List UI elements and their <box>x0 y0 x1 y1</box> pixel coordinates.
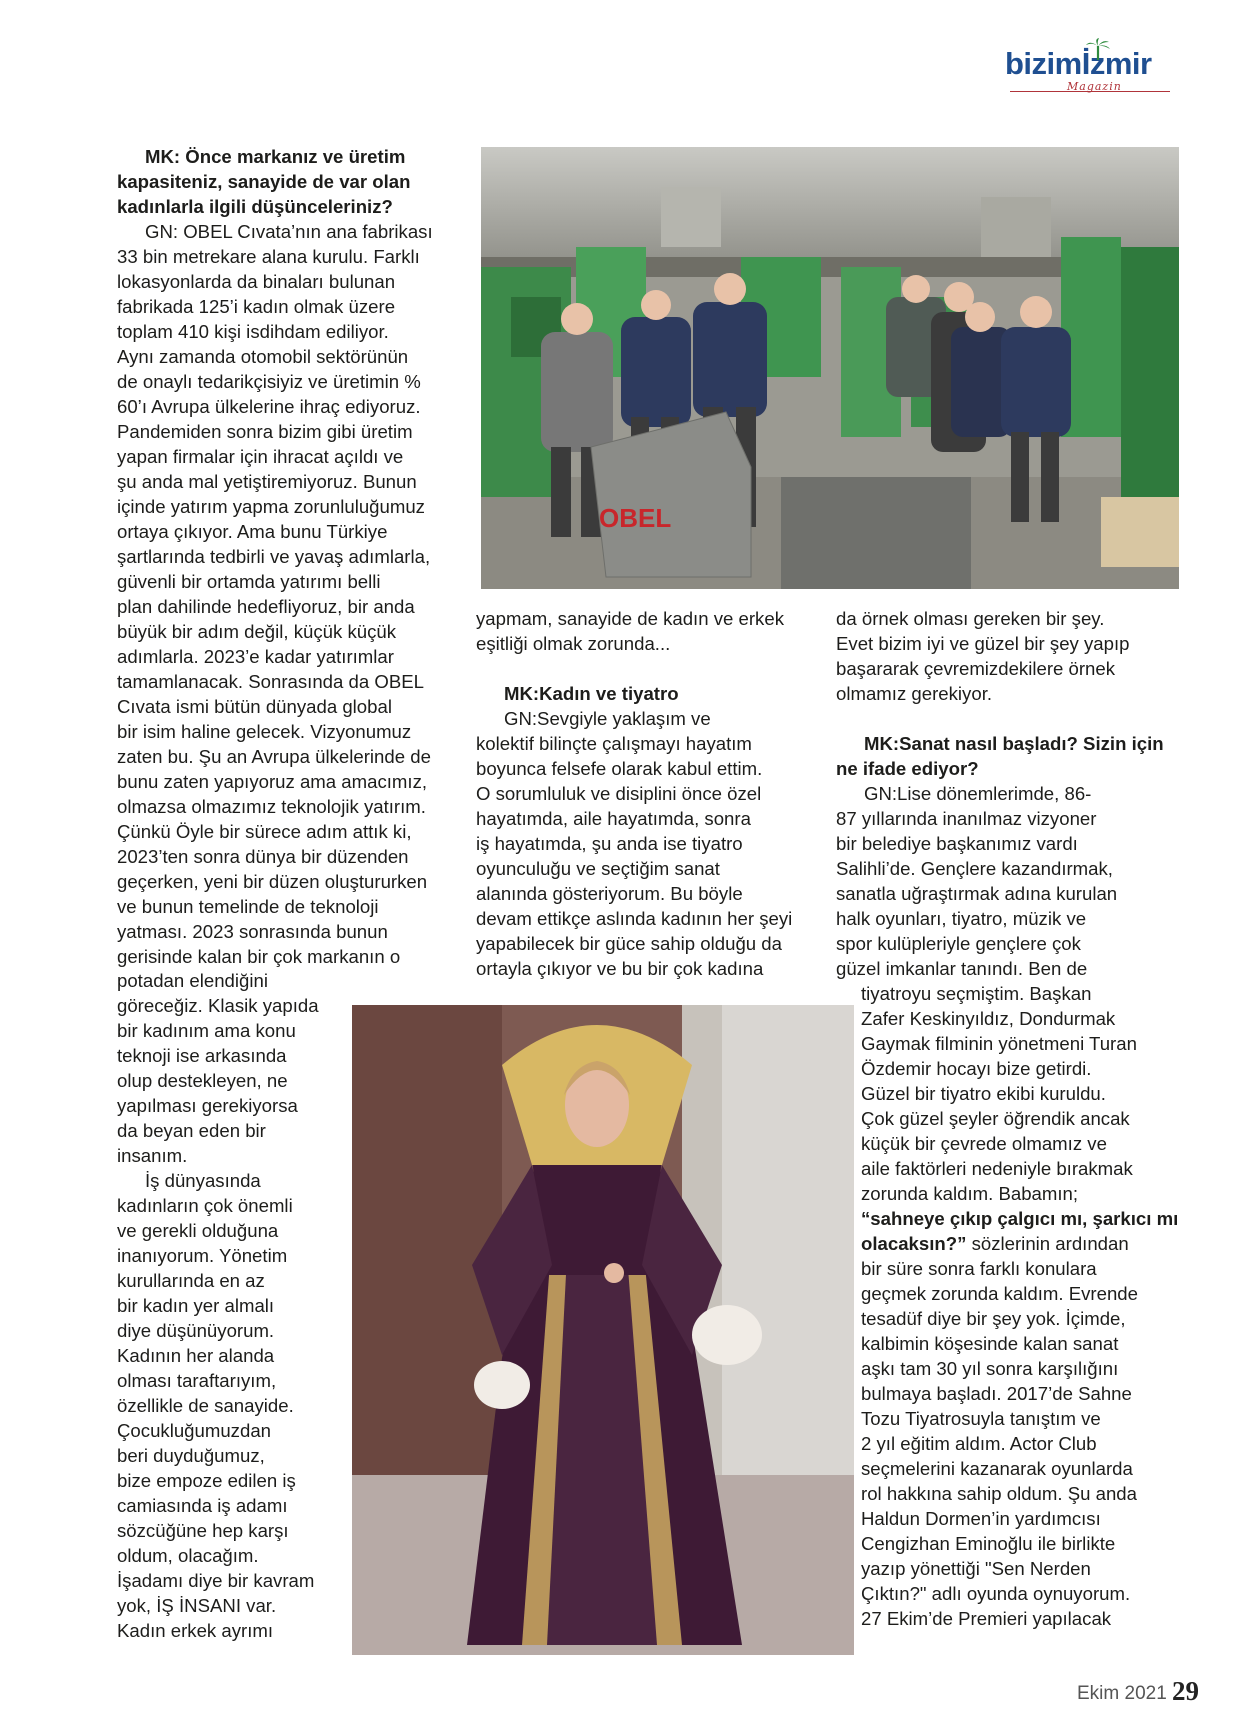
text-line: zorunda kaldım. Babamın; <box>861 1183 1079 1204</box>
text-line: Pandemiden sonra bizim gibi üretim <box>117 421 413 442</box>
text-line: halk oyunları, tiyatro, müzik ve <box>836 908 1087 929</box>
text-line: 60’ı Avrupa ülkelerine ihraç ediyoruz. <box>117 396 421 417</box>
text-line: devam ettikçe aslında kadının her şeyi <box>476 908 793 929</box>
text-line: tesadüf diye bir şey yok. İçimde, <box>861 1308 1126 1329</box>
text-line: Salihli’de. Gençlere kazandırmak, <box>836 858 1113 879</box>
text-line: sözcüğüne hep karşı <box>117 1520 289 1541</box>
text-line: 27 Ekim’de Premieri yapılacak <box>861 1608 1112 1629</box>
text-line: Aynı zamanda otomobil sektörünün <box>117 346 409 367</box>
text-line: da beyan eden bir <box>117 1120 266 1141</box>
text-line: yok, İŞ İNSANI var. <box>117 1595 277 1616</box>
text-line: alanında gösteriyorum. Bu böyle <box>476 883 743 904</box>
text-line: şartlarında tedbirli ve yavaş adımlarla, <box>117 546 431 567</box>
question-how-art-started: MK:Sanat nasıl başladı? Sizin için ne ifade ediyor? <box>836 733 1164 779</box>
column-2 <box>476 606 816 981</box>
text-line: kolektif bilinçte çalışmayı hayatım <box>476 733 752 754</box>
column-3-bottom <box>861 981 1179 1631</box>
costume-photo <box>352 1005 854 1655</box>
text-line: Haldun Dormen’in yardımcısı <box>861 1508 1101 1529</box>
text-line: kadınların çok önemli <box>117 1195 293 1216</box>
text-line: aile faktörleri nedeniyle bırakmak <box>861 1158 1133 1179</box>
text-line: şu anda mal yetiştiremiyoruz. Bunun <box>117 471 417 492</box>
text-line: güzel imkanlar tanındı. Ben de <box>836 958 1088 979</box>
text-line: Özdemir hocayı bize getirdi. <box>861 1058 1092 1079</box>
text-line: özellikle de sanayide. <box>117 1395 294 1416</box>
text-line: GN:Lise dönemlerimde, 86- <box>864 783 1092 804</box>
text-line: geçmek zorunda kaldım. Evrende <box>861 1283 1138 1304</box>
text-line: teknoji ise arkasında <box>117 1045 287 1066</box>
text-line: sanatla uğraştırmak adına kurulan <box>836 883 1118 904</box>
text-line: Çünkü Öyle bir sürece adım attık ki, <box>117 821 412 842</box>
costume-scene <box>352 1005 854 1655</box>
text-line: da örnek olması gereken bir şey. <box>836 608 1105 629</box>
text-line: yatması. 2023 sonrasında bunun <box>117 921 388 942</box>
text-line: büyük bir adım değil, küçük küçük <box>117 621 397 642</box>
column-1-bottom <box>117 968 342 1643</box>
text-line: lokasyonlarda da binaları bulunan <box>117 271 396 292</box>
factory-scene <box>481 147 1179 589</box>
text-line: yapabilecek bir güce sahip olduğu da <box>476 933 782 954</box>
question-brand-capacity: MK: Önce markanız ve üretim kapasiteniz, sanayide de var olan kadınlarla ilgili düşünceleriniz? <box>117 146 411 217</box>
obel-box-label: OBEL <box>599 503 672 533</box>
text-line: hayatımda, aile hayatımda, sonra <box>476 808 751 829</box>
text-line: Kadın erkek ayrımı <box>117 1620 274 1641</box>
text-line: geçerken, yeni bir düzen oluştururken <box>117 871 428 892</box>
text-line: ortayla çıkıyor ve bu bir çok kadına <box>476 958 764 979</box>
palm-tree-icon <box>1085 38 1111 60</box>
text-line: yapan firmalar için ihracat açıldı ve <box>117 446 404 467</box>
text-line: 2023’ten sonra dünya bir düzenden <box>117 846 409 867</box>
text-line: Evet bizim iyi ve güzel bir şey yapıp <box>836 633 1130 654</box>
text-line: Zafer Keskinyıldız, Dondurmak <box>861 1008 1116 1029</box>
text-line: Çıktın?" adlı oyunda oynuyorum. <box>861 1583 1131 1604</box>
text-line: beri duyduğumuz, <box>117 1445 265 1466</box>
logo-subtitle: Magazin <box>1067 80 1122 93</box>
magazine-logo <box>1005 44 1177 100</box>
text-line: oldum, olacağım. <box>117 1545 259 1566</box>
text-line: GN:Sevgiyle yaklaşım ve <box>504 708 711 729</box>
quote-continuation: sözlerinin ardından <box>966 1233 1129 1254</box>
column-1-top <box>117 144 457 969</box>
text-line: de onaylı tedarikçisiyiz ve üretimin % <box>117 371 421 392</box>
text-line: 2 yıl eğitim aldım. Actor Club <box>861 1433 1097 1454</box>
factory-photo <box>481 147 1179 589</box>
text-line: bir isim haline gelecek. Vizyonumuz <box>117 721 412 742</box>
text-line: olmazsa olmazımız teknolojik yatırım. <box>117 796 426 817</box>
text-line: bir kadınım ama konu <box>117 1020 296 1041</box>
text-line: başararak çevremizdekilere örnek <box>836 658 1116 679</box>
issue-date: Ekim 2021 <box>1077 1683 1167 1704</box>
text-line: zaten bu. Şu an Avrupa ülkelerinde de <box>117 746 431 767</box>
text-line: Cıvata ismi bütün dünyada global <box>117 696 392 717</box>
text-line: Gaymak filminin yönetmeni Turan <box>861 1033 1137 1054</box>
text-line: potadan elendiğini <box>117 970 268 991</box>
text-line: yazıp yönettiği "Sen Nerden <box>861 1558 1091 1579</box>
text-line: olmamız gerekiyor. <box>836 683 993 704</box>
text-line: oyunculuğu ve seçtiğim sanat <box>476 858 720 879</box>
text-line: Kadının her alanda <box>117 1345 275 1366</box>
heading-woman-theatre: MK:Kadın ve tiyatro <box>504 683 679 704</box>
text-line: gerisinde kalan bir çok markanın o <box>117 946 401 967</box>
text-line: O sorumluluk ve disiplini önce özel <box>476 783 762 804</box>
text-line: İşadamı diye bir kavram <box>117 1570 315 1591</box>
text-line: kurullarında en az <box>117 1270 265 1291</box>
text-line: bir süre sonra farklı konulara <box>861 1258 1097 1279</box>
page-number: 29 <box>1172 1676 1199 1706</box>
text-line: 87 yıllarında inanılmaz vizyoner <box>836 808 1097 829</box>
text-line: eşitliği olmak zorunda... <box>476 633 671 654</box>
text-line: Çocukluğumuzdan <box>117 1420 272 1441</box>
text-line: toplam 410 kişi isdihdam ediliyor. <box>117 321 389 342</box>
text-line: Çok güzel şeyler öğrendik ancak <box>861 1108 1130 1129</box>
text-line: Cengizhan Eminoğlu ile birlikte <box>861 1533 1116 1554</box>
text-line: insanım. <box>117 1145 188 1166</box>
text-line: GN: OBEL Cıvata’nın ana fabrikası <box>145 221 433 242</box>
text-line: ortaya çıkıyor. Ama bunu Türkiye <box>117 521 388 542</box>
answer-brand-capacity <box>117 219 457 969</box>
text-line: olması taraftarıyım, <box>117 1370 277 1391</box>
text-line: diye düşünüyorum. <box>117 1320 275 1341</box>
text-line: spor kulüpleriyle gençlere çok <box>836 933 1081 954</box>
text-line: 33 bin metrekare alana kurulu. Farklı <box>117 246 420 267</box>
text-line: plan dahilinde hedefliyoruz, bir anda <box>117 596 415 617</box>
text-line: yapmam, sanayide de kadın ve erkek <box>476 608 784 629</box>
text-line: inanıyorum. Yönetim <box>117 1245 288 1266</box>
text-line: fabrikada 125’i kadın olmak üzere <box>117 296 396 317</box>
text-line: bunu zaten yapıyoruz ama amacımız, <box>117 771 428 792</box>
text-line: tiyatroyu seçmiştim. Başkan <box>861 983 1092 1004</box>
quote-paragraph <box>861 1206 1179 1256</box>
text-line: bir kadın yer almalı <box>117 1295 275 1316</box>
text-line: boyunca felsefe olarak kabul ettim. <box>476 758 763 779</box>
column-3-top <box>836 606 1171 981</box>
text-line: tamamlanacak. Sonrasında da OBEL <box>117 671 424 692</box>
text-line: adımlarla. 2023’e kadar yatırımlar <box>117 646 394 667</box>
logo-wordmark: bizimİzmir <box>1005 46 1152 81</box>
spacer <box>836 706 1171 731</box>
text-line: ve gerekli olduğuna <box>117 1220 279 1241</box>
text-line: kalbimin köşesinde kalan sanat <box>861 1333 1119 1354</box>
text-line: bize empoze edilen iş <box>117 1470 296 1491</box>
text-line: içinde yatırım yapma zorunluluğumuz <box>117 496 425 517</box>
father-quote: “sahneye çıkıp çalgıcı mı, şarkıcı mı olacaksın?” <box>861 1208 1179 1254</box>
text-line: güvenli bir ortamda yatırımı belli <box>117 571 381 592</box>
text-line: camiasında iş adamı <box>117 1495 288 1516</box>
text-line: ve bunun temelinde de teknoloji <box>117 896 379 917</box>
text-line: göreceğiz. Klasik yapıda <box>117 995 319 1016</box>
text-line: rol hakkına sahip oldum. Şu anda <box>861 1483 1137 1504</box>
text-line: seçmelerini kazanarak oyunlarda <box>861 1458 1133 1479</box>
text-line: bulmaya başladı. 2017’de Sahne <box>861 1383 1132 1404</box>
text-line: Güzel bir tiyatro ekibi kuruldu. <box>861 1083 1106 1104</box>
text-line: olup destekleyen, ne <box>117 1070 288 1091</box>
text-line: bir belediye başkanımız vardı <box>836 833 1078 854</box>
text-line: küçük bir çevrede olmamız ve <box>861 1133 1107 1154</box>
text-line: yapılması gerekiyorsa <box>117 1095 298 1116</box>
text-line: aşkı tam 30 yıl sonra karşılığını <box>861 1358 1119 1379</box>
text-line: iş hayatımda, şu anda ise tiyatro <box>476 833 743 854</box>
text-line: Tozu Tiyatrosuyla tanıştım ve <box>861 1408 1101 1429</box>
text-line: İş dünyasında <box>145 1170 261 1191</box>
spacer <box>476 656 816 681</box>
